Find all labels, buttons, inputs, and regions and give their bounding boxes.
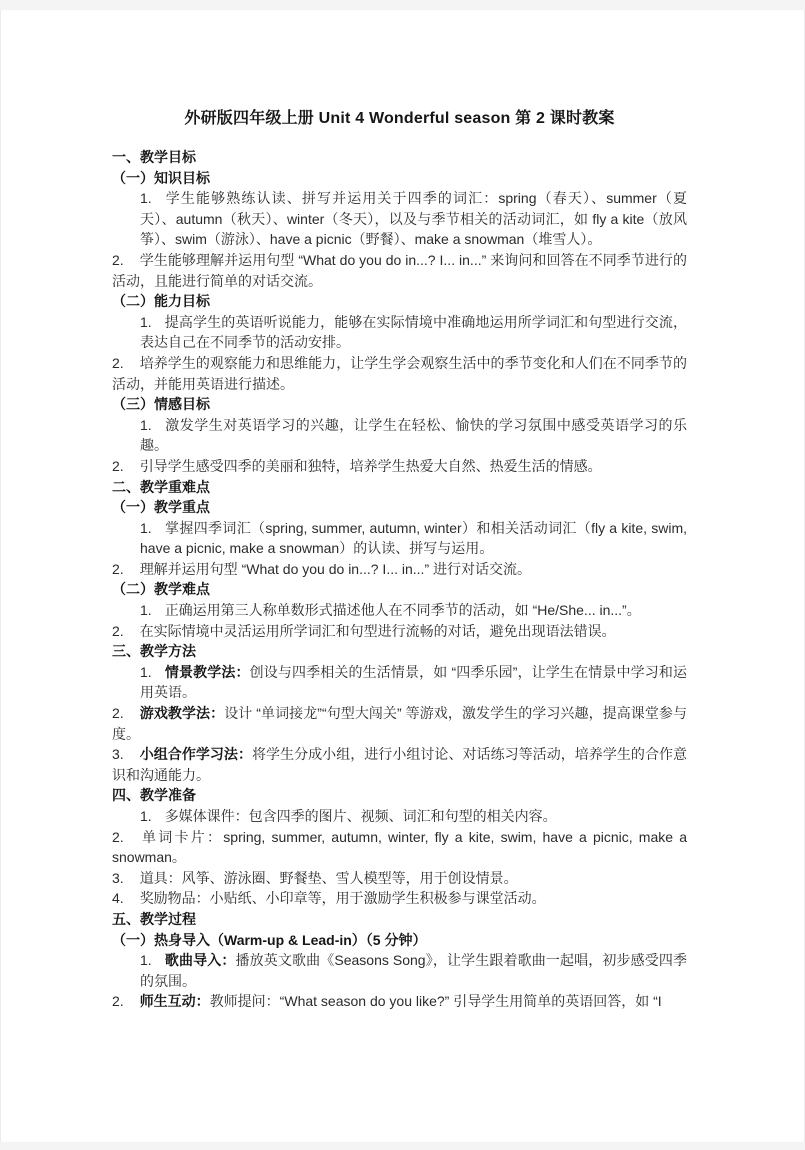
body-text: 播放英文歌曲《Seasons Song》，让学生跟着歌曲一起唱，初步感受四季的氛围。 — [140, 952, 688, 989]
list-item — [112, 703, 687, 744]
subsection-heading — [112, 168, 687, 189]
emphasis-text: 一、教学目标 — [112, 149, 196, 165]
body-text: 正确运用第三人称单数形式描述他人在不同季节的活动，如 “He/She... in...”。 — [164, 602, 641, 619]
list-item — [112, 744, 687, 785]
list-item — [112, 888, 687, 909]
list-marker: 2. — [112, 457, 124, 474]
section-heading — [112, 477, 687, 498]
list-item — [112, 415, 687, 456]
emphasis-text: 四、教学准备 — [112, 787, 196, 804]
emphasis-text: （一）知识目标 — [112, 169, 210, 186]
list-item — [112, 991, 687, 1012]
list-item — [112, 827, 687, 868]
subsection-heading — [112, 497, 687, 518]
list-marker: 1. — [140, 808, 152, 824]
document-body — [112, 147, 687, 1012]
body-text: 在实际情境中灵活运用所学词汇和句型进行流畅的对话，避免出现语法错误。 — [139, 622, 616, 639]
subsection-heading — [112, 394, 687, 415]
body-text: 学生能够理解并运用句型 “What do you do in...? I... in...” 来询问和回答在不同季节进行的活动，且能进行简单的对话交流。 — [112, 251, 687, 289]
list-marker: 3. — [112, 746, 124, 763]
list-item — [112, 950, 687, 991]
list-item — [112, 662, 687, 703]
list-item — [112, 868, 687, 889]
body-text: 道具：风筝、游泳圈、野餐垫、雪人模型等，用于创设情景。 — [139, 869, 518, 886]
list-marker: 1. — [140, 313, 152, 330]
emphasis-text: 情景教学法： — [164, 663, 250, 680]
list-item — [112, 518, 687, 559]
emphasis-text: 游戏教学法： — [139, 705, 225, 722]
body-text: 掌握四季词汇（spring, summer, autumn, winter）和相关活动词汇（fly a kite, swim, have a picnic, make a snowman）的认读、拼写与运用。 — [140, 519, 687, 557]
emphasis-text: （一）教学重点 — [112, 499, 210, 516]
document-page — [0, 10, 805, 1142]
list-marker: 2. — [112, 251, 124, 268]
list-marker: 2. — [112, 993, 124, 1010]
list-marker: 1. — [140, 190, 152, 207]
list-marker: 1. — [140, 602, 152, 619]
emphasis-text: （二）能力目标 — [112, 293, 210, 310]
list-marker: 2. — [112, 828, 124, 845]
emphasis-text: 二、教学重难点 — [112, 478, 210, 495]
body-text: 教师提问：“What season do you like?” 引导学生用简单的英语回答，如 “I — [209, 993, 662, 1010]
list-item — [112, 456, 687, 477]
list-marker: 1. — [140, 663, 152, 680]
body-text: 培养学生的观察能力和思维能力，让学生学会观察生活中的季节变化和人们在不同季节的活动，并能用英语进行描述。 — [112, 354, 687, 392]
body-text: 引导学生感受四季的美丽和独特，培养学生热爱大自然、热爱生活的情感。 — [139, 457, 602, 474]
section-heading — [112, 641, 687, 662]
body-text: 多媒体课件：包含四季的图片、视频、词汇和句型的相关内容。 — [164, 808, 557, 824]
emphasis-text: （三）情感目标 — [112, 396, 210, 413]
list-marker: 3. — [112, 869, 124, 886]
list-marker: 2. — [112, 622, 124, 639]
body-text: 学生能够熟练认读、拼写并运用关于四季的词汇：spring（春天）、summer（夏天）、autumn（秋天）、winter（冬天），以及与季节相关的活动词汇，如 fly a kite（放风筝）、swim（游泳）、have a picnic（野餐）、make a snowman（堆雪人）。 — [140, 190, 687, 248]
list-marker: 4. — [112, 890, 124, 907]
list-marker: 2. — [112, 705, 124, 722]
subsection-heading — [112, 930, 687, 951]
list-marker: 1. — [140, 952, 152, 969]
body-text: 奖励物品：小贴纸、小印章等，用于激励学生积极参与课堂活动。 — [139, 890, 546, 907]
emphasis-text: （二）教学难点 — [112, 581, 210, 598]
list-item — [112, 353, 687, 394]
emphasis-text: （一）热身导入（Warm-up & Lead-in）（5 分钟） — [112, 931, 427, 948]
body-text: 创设与四季相关的生活情景，如 “四季乐园”，让学生在情景中学习和运用英语。 — [140, 663, 688, 701]
emphasis-text: 师生互动： — [139, 993, 210, 1010]
list-item — [112, 621, 687, 642]
list-marker: 1. — [140, 416, 152, 433]
emphasis-text: 三、教学方法 — [112, 643, 196, 660]
emphasis-text: 小组合作学习法： — [139, 746, 252, 763]
emphasis-text: 歌曲导入： — [164, 952, 236, 969]
list-marker: 2. — [112, 354, 124, 371]
body-text: 提高学生的英语听说能力，能够在实际情境中准确地运用所学词汇和句型进行交流，表达自己在不同季节的活动安排。 — [140, 313, 687, 351]
body-text: 设计 “单词接龙”“句型大闯关” 等游戏，激发学生的学习兴趣，提高课堂参与度。 — [112, 705, 687, 742]
document-title: 外研版四年级上册 Unit 4 Wonderful season 第 2 课时教案 — [184, 110, 615, 127]
list-item — [112, 188, 687, 250]
section-heading — [112, 147, 687, 168]
subsection-heading — [112, 579, 687, 600]
subsection-heading — [112, 291, 687, 312]
list-item — [112, 250, 687, 291]
list-item — [112, 312, 687, 353]
section-heading — [112, 785, 687, 806]
list-marker: 2. — [112, 560, 124, 577]
emphasis-text: 五、教学过程 — [112, 910, 196, 927]
body-text: 将学生分成小组，进行小组讨论、对话练习等活动，培养学生的合作意识和沟通能力。 — [112, 746, 688, 783]
body-text: 理解并运用句型 “What do you do in...? I... in...” 进行对话交流。 — [139, 560, 531, 577]
list-item — [112, 806, 687, 827]
list-item — [112, 600, 687, 621]
list-marker: 1. — [140, 519, 152, 536]
body-text: 激发学生对英语学习的兴趣，让学生在轻松、愉快的学习氛围中感受英语学习的乐趣。 — [140, 416, 687, 454]
section-heading — [112, 909, 687, 930]
list-item — [112, 559, 687, 580]
body-text: 单词卡片：spring, summer, autumn, winter, fly a kite, swim, have a picnic, make a snowman。 — [112, 828, 687, 866]
